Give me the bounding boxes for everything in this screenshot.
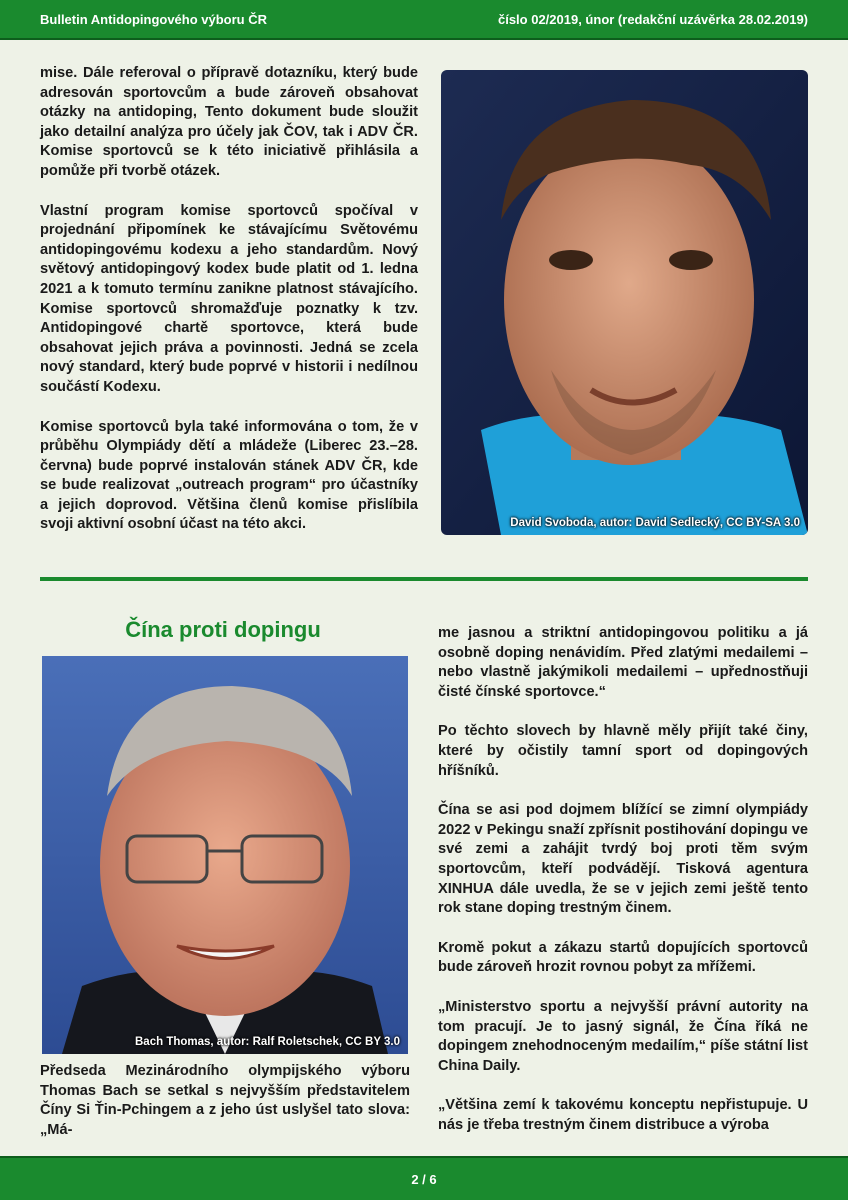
section-divider — [40, 577, 808, 581]
paragraph: Kromě pokut a zákazu startů dopujících sportovců bude zároveň hrozit rovnou pobyt za mřížemi. — [438, 939, 808, 976]
bulletin-title: Bulletin Antidopingového výboru ČR — [40, 11, 268, 27]
paragraph: „Ministerstvo sportu a nejvyšší právní autority na tom pracují. Je to jasný signál, že Čína říká ne dopingem znehodnoceným medailím,“ píše státní list China Daily. — [438, 998, 808, 1074]
portrait-image — [42, 656, 408, 1054]
page-number: 2 / 6 — [411, 1171, 437, 1187]
paragraph: Vlastní program komise sportovců spočíval v projednání připomínek ke stávajícímu Světovému antidopingovému kodexu a jeho standardům. Nový světový antidopingový kodex bude platit od 1. ledna 2021 a k tomuto termínu zanikne platnost stávajícího. Komise sportovců shromažďuje poznatky k tzv. Antidopingové chartě sportovce, která bude obsahovat jejich práva a povinnosti. Jedná se zcela nový standard, který bude poprvé v historii i nedílnou součástí Kodexu. — [40, 202, 418, 395]
paragraph: Po těchto slovech by hlavně měly přijít také činy, které by očistily tamní sport od dopingových hříšníků. — [438, 723, 808, 779]
header-divider — [0, 38, 848, 40]
paragraph: „Většina zemí k takovému konceptu nepřistupuje. U nás je třeba trestným činem distribuce a výroba — [438, 1097, 808, 1133]
portrait-image — [441, 70, 808, 535]
article-continuation — [40, 64, 418, 555]
photo-caption: David Svoboda, autor: David Sedlecký, CC BY-SA 3.0 — [510, 517, 800, 529]
section-title: Čína proti dopingu — [125, 617, 321, 642]
paragraph: Předseda Mezinárodního olympijského výboru Thomas Bach se setkal s nejvyšším představitelem Číny Si Ťin-Pchingem a z jeho úst uslyšel tato slova: „Má- — [40, 1063, 410, 1138]
page-footer — [0, 1158, 848, 1200]
paragraph: Komise sportovců byla také informována o tom, že v průběhu Olympiády dětí a mládeže (Liberec 23.–28. června) bude poprvé instalován stánek ADV ČR, kde se bude realizovat „outreach program“ pro účastníky a jejich doprovod. Většina členů komise přislíbila svoji aktivní osobní účast na této akci. — [40, 418, 418, 533]
paragraph: Čína se asi pod dojmem blížící se zimní olympiády 2022 v Pekingu snaží zpřísnit postihování dopingu ve své zemi a zahájit tvrdý boj proti těm svým sportovcům, kteří podvádějí. Tisková agentura XINHUA dále uvedla, že se v jejich zemi ještě tento rok stane doping trestným činem. — [438, 802, 808, 917]
paragraph: me jasnou a striktní antidopingovou politiku a já osobně doping nenávidím. Před zlatými medailemi – nebo vlastně jakýmikoli medailemi – upřednostňuji čisté čínské sportovce.“ — [438, 625, 808, 700]
photo-caption: Bach Thomas, autor: Ralf Roletschek, CC BY 3.0 — [135, 1036, 400, 1048]
issue-info: číslo 02/2019, únor (redakční uzávěrka 28.02.2019) — [497, 11, 808, 27]
page-header — [0, 0, 848, 38]
article-body-right — [438, 624, 808, 1155]
photo-david-svoboda — [441, 70, 808, 535]
photo-thomas-bach — [42, 656, 408, 1054]
article-body-left — [40, 1062, 410, 1160]
paragraph: mise. Dále referoval o přípravě dotazníku, který bude adresován sportovcům a bude zároveň obsahovat otázky na antidoping, Tento dokument bude sloužit jako detailní analýza pro účely jak ČOV, tak i ADV ČR. Komise sportovců se k této iniciativě přihlásila a pomůže při tvorbě otázek. — [40, 65, 418, 179]
